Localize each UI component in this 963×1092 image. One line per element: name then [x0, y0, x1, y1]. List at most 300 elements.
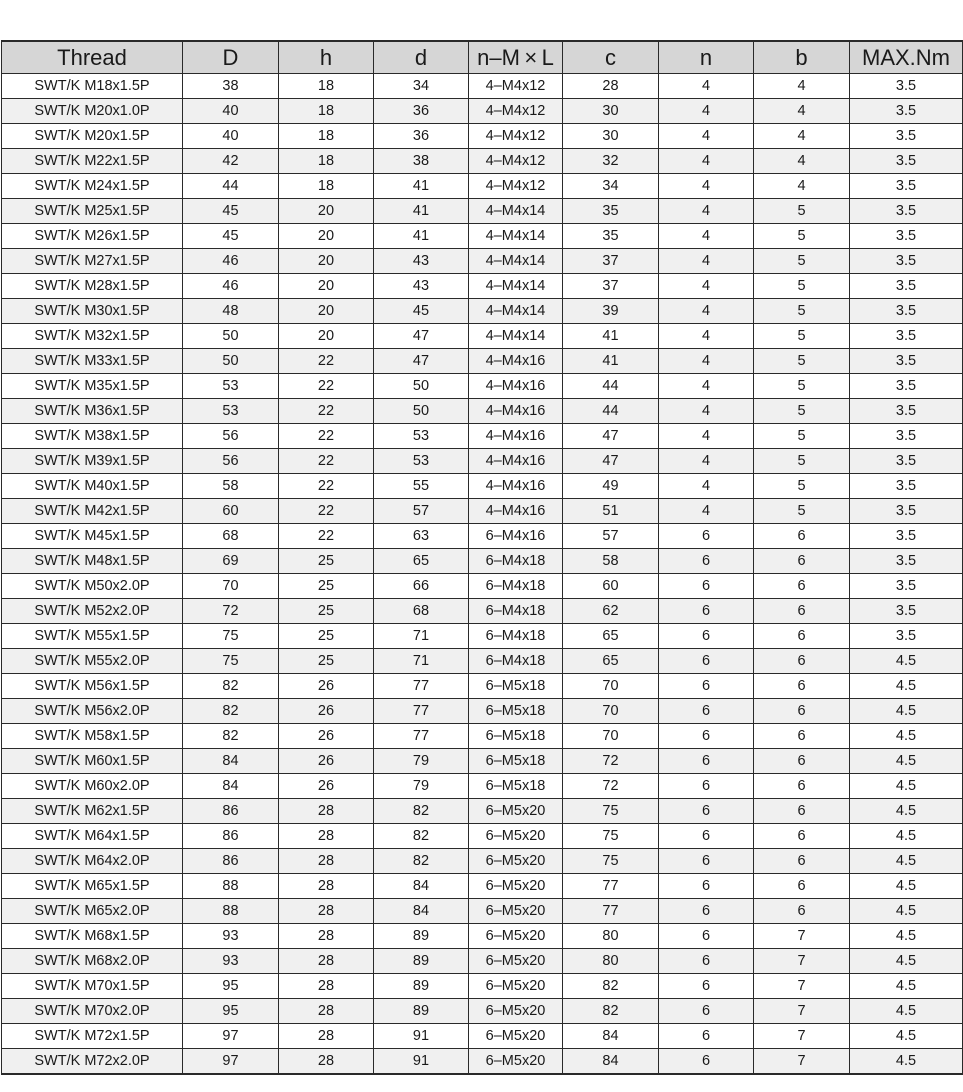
- table-cell-c: 32: [563, 149, 659, 174]
- table-cell-n-m-l: 6–M4x16: [469, 524, 563, 549]
- table-cell-max-nm: 4.5: [850, 699, 963, 724]
- table-cell-b: 6: [754, 749, 850, 774]
- table-cell-h: 26: [279, 674, 374, 699]
- table-cell-d-outer: 60: [183, 499, 279, 524]
- table-cell-b: 7: [754, 999, 850, 1024]
- table-row: [2, 74, 963, 99]
- table-cell-b: 5: [754, 449, 850, 474]
- table-cell-n: 4: [659, 274, 754, 299]
- table-cell-h: 22: [279, 349, 374, 374]
- table-cell-n-m-l: 6–M5x20: [469, 874, 563, 899]
- table-cell-max-nm: 4.5: [850, 999, 963, 1024]
- table-cell-d-outer: 48: [183, 299, 279, 324]
- table-cell-d-outer: 53: [183, 399, 279, 424]
- table-cell-thread: SWT/K M35x1.5P: [2, 374, 183, 399]
- table-cell-max-nm: 3.5: [850, 399, 963, 424]
- table-cell-d-inner: 36: [374, 99, 469, 124]
- table-cell-h: 18: [279, 124, 374, 149]
- table-cell-h: 22: [279, 474, 374, 499]
- table-cell-d-inner: 66: [374, 574, 469, 599]
- table-cell-n: 6: [659, 899, 754, 924]
- table-cell-c: 75: [563, 799, 659, 824]
- table-cell-thread: SWT/K M42x1.5P: [2, 499, 183, 524]
- table-cell-h: 25: [279, 649, 374, 674]
- table-cell-n-m-l: 4–M4x12: [469, 149, 563, 174]
- table-cell-h: 20: [279, 199, 374, 224]
- table-row: [2, 924, 963, 949]
- table-cell-d-inner: 89: [374, 924, 469, 949]
- table-cell-b: 6: [754, 799, 850, 824]
- table-cell-d-inner: 47: [374, 349, 469, 374]
- table-cell-n: 4: [659, 324, 754, 349]
- table-row: [2, 524, 963, 549]
- column-header-n-m-l: n–M × L: [469, 41, 563, 74]
- table-row: [2, 1049, 963, 1075]
- table-cell-c: 30: [563, 99, 659, 124]
- table-row: [2, 899, 963, 924]
- table-cell-n: 4: [659, 249, 754, 274]
- column-header-thread: Thread: [2, 41, 183, 74]
- table-cell-b: 7: [754, 1024, 850, 1049]
- table-cell-thread: SWT/K M64x1.5P: [2, 824, 183, 849]
- table-row: [2, 174, 963, 199]
- table-cell-d-outer: 68: [183, 524, 279, 549]
- table-cell-thread: SWT/K M56x2.0P: [2, 699, 183, 724]
- table-cell-n: 4: [659, 149, 754, 174]
- table-row: [2, 199, 963, 224]
- table-row: [2, 824, 963, 849]
- table-cell-n: 6: [659, 599, 754, 624]
- table-cell-n: 4: [659, 299, 754, 324]
- table-cell-n: 6: [659, 649, 754, 674]
- table-cell-d-inner: 57: [374, 499, 469, 524]
- table-cell-c: 72: [563, 774, 659, 799]
- table-cell-n-m-l: 4–M4x14: [469, 249, 563, 274]
- table-cell-d-outer: 46: [183, 274, 279, 299]
- table-cell-max-nm: 3.5: [850, 199, 963, 224]
- table-cell-d-inner: 89: [374, 974, 469, 999]
- table-cell-c: 44: [563, 374, 659, 399]
- table-cell-n-m-l: 4–M4x16: [469, 399, 563, 424]
- table-body: [2, 74, 963, 1075]
- table-cell-thread: SWT/K M48x1.5P: [2, 549, 183, 574]
- table-cell-max-nm: 4.5: [850, 674, 963, 699]
- table-cell-b: 7: [754, 924, 850, 949]
- table-cell-c: 49: [563, 474, 659, 499]
- table-cell-d-outer: 88: [183, 899, 279, 924]
- table-cell-h: 28: [279, 974, 374, 999]
- table-cell-d-inner: 43: [374, 249, 469, 274]
- table-cell-n: 4: [659, 224, 754, 249]
- table-cell-d-outer: 53: [183, 374, 279, 399]
- table-cell-b: 4: [754, 74, 850, 99]
- table-cell-thread: SWT/K M20x1.0P: [2, 99, 183, 124]
- table-cell-d-outer: 97: [183, 1049, 279, 1075]
- table-cell-n-m-l: 4–M4x12: [469, 174, 563, 199]
- table-cell-thread: SWT/K M56x1.5P: [2, 674, 183, 699]
- table-cell-d-inner: 50: [374, 399, 469, 424]
- table-cell-n-m-l: 6–M5x18: [469, 724, 563, 749]
- table-cell-d-inner: 82: [374, 799, 469, 824]
- table-cell-d-inner: 79: [374, 774, 469, 799]
- table-cell-max-nm: 4.5: [850, 824, 963, 849]
- table-cell-d-inner: 84: [374, 874, 469, 899]
- table-cell-thread: SWT/K M55x1.5P: [2, 624, 183, 649]
- column-header-n: n: [659, 41, 754, 74]
- table-cell-c: 58: [563, 549, 659, 574]
- table-cell-b: 6: [754, 599, 850, 624]
- table-cell-thread: SWT/K M20x1.5P: [2, 124, 183, 149]
- table-cell-max-nm: 4.5: [850, 974, 963, 999]
- table-row: [2, 674, 963, 699]
- table-cell-n-m-l: 4–M4x16: [469, 499, 563, 524]
- table-cell-n: 6: [659, 549, 754, 574]
- table-cell-n: 6: [659, 1024, 754, 1049]
- table-cell-n: 6: [659, 849, 754, 874]
- table-cell-b: 5: [754, 499, 850, 524]
- table-cell-d-inner: 50: [374, 374, 469, 399]
- table-row: [2, 599, 963, 624]
- table-cell-d-outer: 97: [183, 1024, 279, 1049]
- table-cell-thread: SWT/K M58x1.5P: [2, 724, 183, 749]
- table-row: [2, 749, 963, 774]
- table-cell-b: 6: [754, 574, 850, 599]
- table-row: [2, 999, 963, 1024]
- table-cell-n-m-l: 4–M4x14: [469, 199, 563, 224]
- table-cell-c: 82: [563, 974, 659, 999]
- table-cell-n: 6: [659, 799, 754, 824]
- table-row: [2, 424, 963, 449]
- table-cell-n-m-l: 6–M5x20: [469, 799, 563, 824]
- table-cell-thread: SWT/K M30x1.5P: [2, 299, 183, 324]
- table-cell-max-nm: 3.5: [850, 99, 963, 124]
- table-cell-n-m-l: 6–M5x20: [469, 924, 563, 949]
- table-cell-n-m-l: 6–M4x18: [469, 649, 563, 674]
- table-cell-c: 84: [563, 1049, 659, 1075]
- table-cell-h: 28: [279, 1024, 374, 1049]
- table-cell-thread: SWT/K M40x1.5P: [2, 474, 183, 499]
- table-row: [2, 324, 963, 349]
- table-cell-b: 6: [754, 899, 850, 924]
- table-cell-b: 5: [754, 349, 850, 374]
- table-cell-n: 4: [659, 424, 754, 449]
- table-cell-d-outer: 82: [183, 674, 279, 699]
- table-cell-d-outer: 93: [183, 949, 279, 974]
- table-cell-b: 5: [754, 224, 850, 249]
- table-cell-n: 6: [659, 574, 754, 599]
- table-cell-d-inner: 41: [374, 174, 469, 199]
- table-cell-d-inner: 79: [374, 749, 469, 774]
- table-cell-c: 75: [563, 824, 659, 849]
- table-cell-c: 41: [563, 324, 659, 349]
- table-cell-c: 44: [563, 399, 659, 424]
- table-cell-d-inner: 53: [374, 424, 469, 449]
- table-cell-h: 28: [279, 849, 374, 874]
- table-cell-h: 22: [279, 374, 374, 399]
- table-cell-d-outer: 88: [183, 874, 279, 899]
- table-cell-n: 6: [659, 774, 754, 799]
- table-cell-b: 5: [754, 249, 850, 274]
- table-cell-thread: SWT/K M72x1.5P: [2, 1024, 183, 1049]
- table-cell-n: 6: [659, 1049, 754, 1075]
- table-cell-c: 47: [563, 449, 659, 474]
- table-cell-b: 6: [754, 774, 850, 799]
- table-cell-d-outer: 38: [183, 74, 279, 99]
- table-cell-d-inner: 71: [374, 649, 469, 674]
- table-cell-h: 26: [279, 699, 374, 724]
- table-cell-b: 5: [754, 399, 850, 424]
- table-cell-thread: SWT/K M25x1.5P: [2, 199, 183, 224]
- table-cell-h: 18: [279, 174, 374, 199]
- table-cell-d-inner: 53: [374, 449, 469, 474]
- table-cell-b: 5: [754, 324, 850, 349]
- table-cell-h: 20: [279, 299, 374, 324]
- table-cell-max-nm: 3.5: [850, 374, 963, 399]
- table-cell-thread: SWT/K M27x1.5P: [2, 249, 183, 274]
- table-cell-thread: SWT/K M33x1.5P: [2, 349, 183, 374]
- table-cell-thread: SWT/K M45x1.5P: [2, 524, 183, 549]
- column-header-d-outer: D: [183, 41, 279, 74]
- table-cell-max-nm: 3.5: [850, 149, 963, 174]
- column-header-d-inner: d: [374, 41, 469, 74]
- table-cell-d-inner: 41: [374, 199, 469, 224]
- table-cell-d-outer: 95: [183, 999, 279, 1024]
- table-cell-b: 6: [754, 674, 850, 699]
- table-cell-h: 22: [279, 524, 374, 549]
- table-cell-max-nm: 3.5: [850, 274, 963, 299]
- table-cell-c: 57: [563, 524, 659, 549]
- table-row: [2, 374, 963, 399]
- table-cell-h: 28: [279, 949, 374, 974]
- table-cell-max-nm: 4.5: [850, 874, 963, 899]
- table-cell-h: 22: [279, 499, 374, 524]
- table-row: [2, 574, 963, 599]
- table-cell-d-outer: 56: [183, 424, 279, 449]
- table-row: [2, 299, 963, 324]
- table-cell-d-inner: 77: [374, 699, 469, 724]
- table-row: [2, 799, 963, 824]
- table-cell-c: 60: [563, 574, 659, 599]
- table-cell-c: 39: [563, 299, 659, 324]
- table-cell-n: 4: [659, 499, 754, 524]
- table-cell-thread: SWT/K M52x2.0P: [2, 599, 183, 624]
- table-cell-h: 28: [279, 1049, 374, 1075]
- table-cell-h: 28: [279, 924, 374, 949]
- table-cell-d-outer: 40: [183, 124, 279, 149]
- table-cell-h: 26: [279, 724, 374, 749]
- table-cell-h: 22: [279, 424, 374, 449]
- table-cell-thread: SWT/K M36x1.5P: [2, 399, 183, 424]
- table-cell-h: 25: [279, 574, 374, 599]
- table-cell-h: 18: [279, 149, 374, 174]
- table-cell-d-outer: 86: [183, 849, 279, 874]
- table-cell-n-m-l: 6–M5x20: [469, 849, 563, 874]
- table-row: [2, 224, 963, 249]
- table-cell-c: 84: [563, 1024, 659, 1049]
- table-cell-n: 4: [659, 449, 754, 474]
- table-cell-c: 30: [563, 124, 659, 149]
- table-cell-b: 6: [754, 649, 850, 674]
- table-cell-max-nm: 4.5: [850, 924, 963, 949]
- table-cell-d-inner: 71: [374, 624, 469, 649]
- table-cell-c: 65: [563, 624, 659, 649]
- table-row: [2, 99, 963, 124]
- table-cell-n-m-l: 6–M5x18: [469, 774, 563, 799]
- table-cell-n: 4: [659, 124, 754, 149]
- table-cell-d-outer: 84: [183, 749, 279, 774]
- table-cell-n-m-l: 6–M5x20: [469, 1024, 563, 1049]
- table-cell-h: 18: [279, 74, 374, 99]
- table-cell-max-nm: 3.5: [850, 599, 963, 624]
- column-header-max-nm: MAX.Nm: [850, 41, 963, 74]
- table-row: [2, 974, 963, 999]
- table-cell-n-m-l: 6–M5x20: [469, 899, 563, 924]
- table-cell-max-nm: 3.5: [850, 349, 963, 374]
- table-cell-c: 70: [563, 724, 659, 749]
- table-cell-d-outer: 42: [183, 149, 279, 174]
- table-cell-c: 70: [563, 699, 659, 724]
- table-cell-h: 28: [279, 874, 374, 899]
- table-cell-n: 6: [659, 749, 754, 774]
- table-cell-c: 34: [563, 174, 659, 199]
- table-cell-max-nm: 4.5: [850, 774, 963, 799]
- table-cell-n-m-l: 6–M5x18: [469, 749, 563, 774]
- table-cell-c: 41: [563, 349, 659, 374]
- table-row: [2, 849, 963, 874]
- table-row: [2, 399, 963, 424]
- table-cell-max-nm: 3.5: [850, 549, 963, 574]
- table-cell-n-m-l: 6–M5x18: [469, 674, 563, 699]
- table-cell-d-inner: 65: [374, 549, 469, 574]
- table-cell-d-inner: 55: [374, 474, 469, 499]
- table-cell-h: 20: [279, 324, 374, 349]
- table-cell-n: 6: [659, 524, 754, 549]
- table-cell-n-m-l: 4–M4x16: [469, 374, 563, 399]
- table-cell-n-m-l: 4–M4x12: [469, 74, 563, 99]
- table-cell-n: 4: [659, 474, 754, 499]
- table-cell-h: 28: [279, 824, 374, 849]
- table-cell-n-m-l: 6–M5x18: [469, 699, 563, 724]
- table-cell-c: 72: [563, 749, 659, 774]
- table-cell-c: 35: [563, 199, 659, 224]
- table-cell-n: 4: [659, 74, 754, 99]
- table-cell-thread: SWT/K M64x2.0P: [2, 849, 183, 874]
- table-cell-c: 77: [563, 899, 659, 924]
- table-cell-n-m-l: 6–M4x18: [469, 549, 563, 574]
- table-cell-b: 5: [754, 424, 850, 449]
- table-cell-c: 80: [563, 924, 659, 949]
- table-cell-d-outer: 82: [183, 724, 279, 749]
- table-row: [2, 274, 963, 299]
- table-cell-d-outer: 70: [183, 574, 279, 599]
- table-cell-h: 25: [279, 599, 374, 624]
- table-row: [2, 874, 963, 899]
- table-cell-thread: SWT/K M68x1.5P: [2, 924, 183, 949]
- table-cell-h: 28: [279, 999, 374, 1024]
- table-cell-h: 28: [279, 799, 374, 824]
- table-cell-b: 6: [754, 824, 850, 849]
- table-cell-b: 7: [754, 974, 850, 999]
- table-row: [2, 624, 963, 649]
- table-cell-max-nm: 3.5: [850, 299, 963, 324]
- table-cell-thread: SWT/K M26x1.5P: [2, 224, 183, 249]
- table-cell-d-inner: 38: [374, 149, 469, 174]
- table-cell-n-m-l: 4–M4x16: [469, 424, 563, 449]
- table-cell-max-nm: 4.5: [850, 949, 963, 974]
- table-cell-n: 6: [659, 999, 754, 1024]
- table-cell-thread: SWT/K M24x1.5P: [2, 174, 183, 199]
- table-cell-n: 6: [659, 874, 754, 899]
- table-cell-max-nm: 3.5: [850, 74, 963, 99]
- table-cell-b: 5: [754, 374, 850, 399]
- table-cell-d-inner: 36: [374, 124, 469, 149]
- table-cell-c: 75: [563, 849, 659, 874]
- table-row: [2, 1024, 963, 1049]
- table-cell-n-m-l: 4–M4x16: [469, 474, 563, 499]
- table-cell-b: 6: [754, 874, 850, 899]
- table-cell-thread: SWT/K M55x2.0P: [2, 649, 183, 674]
- table-cell-n: 6: [659, 699, 754, 724]
- table-cell-h: 22: [279, 399, 374, 424]
- table-cell-d-inner: 43: [374, 274, 469, 299]
- table-cell-thread: SWT/K M38x1.5P: [2, 424, 183, 449]
- table-cell-n: 6: [659, 924, 754, 949]
- table-cell-b: 5: [754, 299, 850, 324]
- table-cell-b: 7: [754, 949, 850, 974]
- table-cell-n-m-l: 6–M5x20: [469, 999, 563, 1024]
- table-cell-c: 70: [563, 674, 659, 699]
- table-cell-n-m-l: 4–M4x16: [469, 349, 563, 374]
- table-header: [2, 41, 963, 74]
- table-cell-b: 5: [754, 474, 850, 499]
- table-cell-d-inner: 82: [374, 849, 469, 874]
- table-cell-d-outer: 82: [183, 699, 279, 724]
- table-cell-thread: SWT/K M28x1.5P: [2, 274, 183, 299]
- table-cell-thread: SWT/K M60x2.0P: [2, 774, 183, 799]
- table-cell-d-inner: 47: [374, 324, 469, 349]
- table-row: [2, 124, 963, 149]
- table-cell-d-inner: 84: [374, 899, 469, 924]
- table-cell-d-outer: 75: [183, 649, 279, 674]
- table-cell-max-nm: 4.5: [850, 1024, 963, 1049]
- table-cell-d-outer: 46: [183, 249, 279, 274]
- table-cell-d-outer: 45: [183, 199, 279, 224]
- table-cell-max-nm: 4.5: [850, 649, 963, 674]
- table-cell-thread: SWT/K M22x1.5P: [2, 149, 183, 174]
- table-cell-c: 82: [563, 999, 659, 1024]
- table-cell-c: 37: [563, 274, 659, 299]
- table-cell-thread: SWT/K M60x1.5P: [2, 749, 183, 774]
- table-cell-n: 4: [659, 374, 754, 399]
- table-cell-b: 4: [754, 149, 850, 174]
- table-cell-d-outer: 69: [183, 549, 279, 574]
- table-cell-thread: SWT/K M68x2.0P: [2, 949, 183, 974]
- table-row: [2, 149, 963, 174]
- column-header-b: b: [754, 41, 850, 74]
- table-cell-d-inner: 89: [374, 949, 469, 974]
- table-row: [2, 724, 963, 749]
- table-cell-d-outer: 84: [183, 774, 279, 799]
- table-cell-max-nm: 3.5: [850, 249, 963, 274]
- table-cell-max-nm: 3.5: [850, 224, 963, 249]
- table-cell-d-outer: 50: [183, 349, 279, 374]
- table-cell-thread: SWT/K M62x1.5P: [2, 799, 183, 824]
- table-cell-d-outer: 95: [183, 974, 279, 999]
- table-cell-max-nm: 3.5: [850, 324, 963, 349]
- table-cell-b: 6: [754, 849, 850, 874]
- table-cell-thread: SWT/K M32x1.5P: [2, 324, 183, 349]
- table-cell-h: 28: [279, 899, 374, 924]
